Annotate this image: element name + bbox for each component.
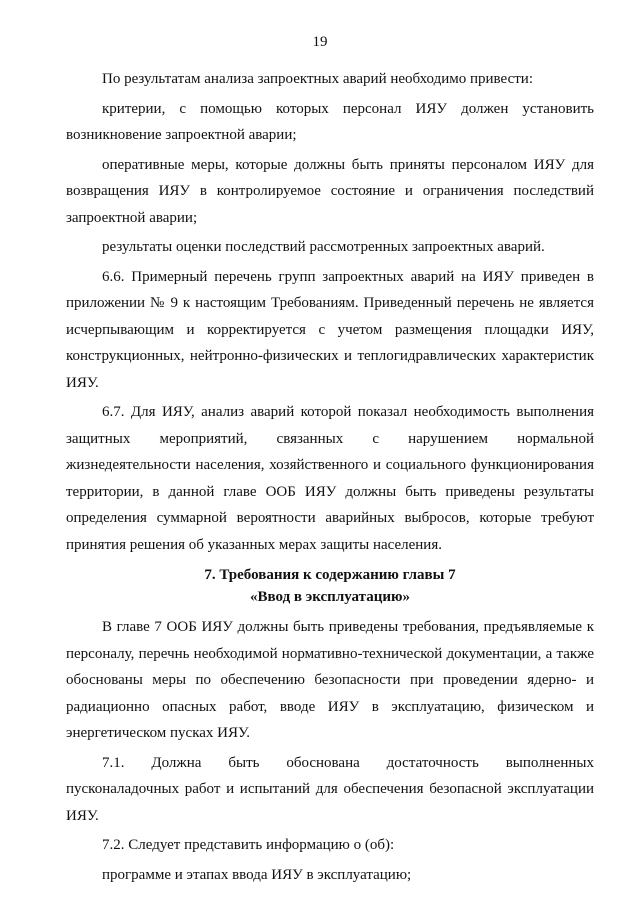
paragraph: 6.7. Для ИЯУ, анализ аварий которой показал необходимость выполнения защитных мероприятий, связанных с нарушением нормальной жизнедеятельности населения, хозяйственного и социального функционирования территории, в данной главе ООБ ИЯУ должны быть приведены результаты определения суммарной вероятности аварийных выбросов, которые требуют принятия решения об указанных мерах защиты населения. <box>66 404 594 553</box>
paragraph: 6.6. Примерный перечень групп запроектных аварий на ИЯУ приведен в приложении № 9 к настоящим Требованиям. Приведенный перечень не является исчерпывающим и корректируется с учетом размещения площадки ИЯУ, конструкционных, нейтронно-физических и теплогидравлических характеристик ИЯУ. <box>66 268 594 391</box>
paragraph: оперативные меры, которые должны быть приняты персоналом ИЯУ для возвращения ИЯУ в контролируемое состояние и ограничения последствий запроектной аварии; <box>66 156 594 226</box>
page-number: 19 <box>312 34 328 50</box>
paragraph: критерии, с помощью которых персонал ИЯУ должен установить возникновение запроектной аварии; <box>66 100 594 143</box>
document-body <box>66 66 594 888</box>
paragraph: программе и этапах ввода ИЯУ в эксплуатацию; <box>102 866 412 883</box>
paragraph: 7.2. Следует представить информацию о (об): <box>102 837 395 853</box>
section-heading-line2: «Ввод в эксплуатацию» <box>250 589 410 605</box>
paragraph: результаты оценки последствий рассмотренных запроектных аварий. <box>102 239 545 255</box>
section-heading-line1: 7. Требования к содержанию главы 7 <box>204 567 456 583</box>
section-heading <box>66 564 594 608</box>
paragraph: 7.1. Должна быть обоснована достаточность выполненных пусконаладочных работ и испытаний для обеспечения безопасной эксплуатации ИЯУ. <box>66 754 594 824</box>
paragraph: В главе 7 ООБ ИЯУ должны быть приведены требования, предъявляемые к персоналу, перечнь необходимой нормативно-технической документации, а также обоснованы меры по обеспечению безопасности при проведении ядерно- и радиационно опасных работ, вводе ИЯУ в эксплуатацию, физическом и энергетическом пусках ИЯУ. <box>66 619 594 741</box>
paragraph: По результатам анализа запроектных аварий необходимо привести: <box>102 71 533 87</box>
